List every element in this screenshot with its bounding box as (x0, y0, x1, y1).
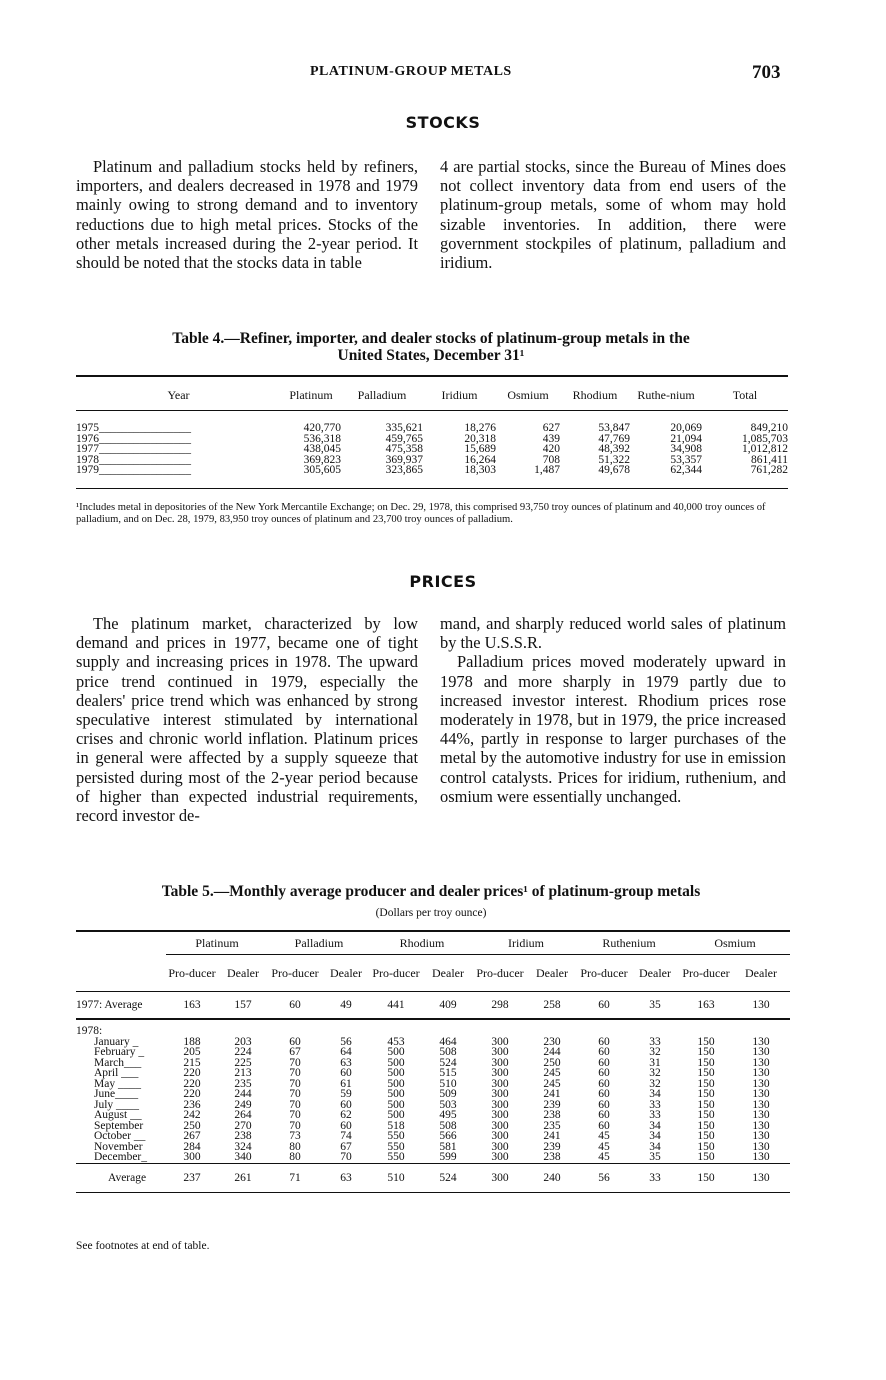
table5-sub-dealer: Dealer (422, 955, 474, 992)
table5-title: Table 5.—Monthly average producer and dealer prices¹ of platinum-group metals (161, 883, 701, 900)
table-row: August __ 242 264 70 62 500 495 300 238 60 33 150 130 (94, 1109, 770, 1121)
table-row: June____ 220 244 70 59 500 509 300 241 60 34 150 130 (94, 1088, 770, 1100)
table5-group-ruthenium: Ruthenium (578, 932, 680, 955)
table4-top-rule (76, 375, 788, 377)
table5-row-1978-average: Average 237 261 71 63 510 524 300 240 56 33 150 130 (76, 1163, 790, 1192)
table5-sub-producer: Pro-ducer (268, 955, 322, 992)
prices-right-column (440, 614, 786, 806)
table-row: November 284 324 80 67 550 581 300 239 45 34 150 130 (94, 1140, 770, 1153)
prices-left-column (76, 614, 418, 825)
table5-sub-producer: Pro-ducer (578, 955, 630, 992)
table4-col-total: Total (702, 380, 788, 411)
table5-sub-dealer: Dealer (322, 955, 370, 992)
table4-title-line1: Table 4.—Refiner, importer, and dealer stocks of platinum-group metals in the (172, 330, 690, 347)
table4-col-palladium: Palladium (341, 380, 423, 411)
table-row: March___ 215 225 70 63 500 524 300 250 60 31 150 130 (94, 1056, 770, 1069)
stocks-right-column (440, 157, 786, 272)
table4-title (76, 330, 786, 364)
running-title: PLATINUM-GROUP METALS (310, 64, 512, 79)
table5-sub-dealer: Dealer (732, 955, 790, 992)
table5-group-rhodium: Rhodium (370, 932, 474, 955)
page-number: 703 (752, 62, 781, 83)
table-row: 1977________________ 438,045 475,358 15,689 420 48,392 34,908 1,012,812 (76, 443, 788, 455)
prices-paragraph-right-1: mand, and sharply reduced world sales of platinum by the U.S.S.R. (440, 614, 786, 653)
table-row: 1978________________ 369,823 369,937 16,264 708 51,322 53,357 861,411 (76, 453, 788, 466)
stocks-paragraph-right: 4 are partial stocks, since the Bureau of Mines does not collect inventory data from end users of the platinum-group metals, some of whom may hold sizable inventories. In addition, there were government stockpiles of platinum, palladium and iridium. (440, 157, 786, 273)
table4-col-platinum: Platinum (281, 380, 341, 411)
table-row: April ___ 220 213 70 60 500 515 300 245 60 32 150 130 (94, 1067, 770, 1079)
table-row: 1979________________ 305,605 323,865 18,303 1,487 49,678 62,344 761,282 (76, 464, 788, 476)
table5-see-footnotes: See footnotes at end of table. (76, 1240, 210, 1252)
table-row: October __ 267 238 73 74 550 566 300 241 45 34 150 130 (94, 1130, 770, 1142)
table-row: 1976________________ 536,318 459,765 20,318 439 47,769 21,094 1,085,703 (76, 432, 788, 445)
table5-group-row (76, 932, 790, 955)
table4-col-ruthenium: Ruthe-nium (630, 380, 702, 411)
table-row: January _ 188 203 60 56 453 464 300 230 60 33 150 130 (94, 1035, 770, 1048)
table5-group-iridium: Iridium (474, 932, 578, 955)
table-row: July ____ 236 249 70 60 500 503 300 239 60 33 150 130 (94, 1098, 770, 1111)
table5 (76, 932, 790, 1193)
table5-group-platinum: Platinum (166, 932, 268, 955)
table-row: 1975________________ 420,770 335,621 18,276 627 53,847 20,069 849,210 (76, 422, 788, 434)
table5-sub-producer: Pro-ducer (370, 955, 422, 992)
table5-group-palladium: Palladium (268, 932, 370, 955)
stocks-heading: STOCKS (405, 113, 481, 132)
table-row: September 250 270 70 60 518 508 300 235 60 34 150 130 (94, 1119, 770, 1132)
table4-header-row (76, 380, 788, 411)
table-row: February _ 205 224 67 64 500 508 300 244 60 32 150 130 (94, 1046, 770, 1058)
prices-paragraph-right-2: Palladium prices moved moderately upward in 1978 and more sharply in 1979 partly due to increased investor interest. Rhodium prices rose moderately in 1978, but in 1979, the price increased 44%, partly in response to larger purchases of the metal by the automotive industry for use in emission control catalysts. Prices for iridium, ruthenium, and osmium were essentially unchanged. (440, 652, 786, 806)
table4-footnote: ¹Includes metal in depositories of the New York Mercantile Exchange; on Dec. 29, 1978, this comprised 93,750 troy ounces of platinum and 40,000 troy ounces of palladium, and on Dec. 28, 1979, 83,950 troy ounces of platinum and 23,700 troy ounces of palladium. (76, 502, 766, 525)
running-head (0, 62, 886, 86)
prices-paragraph-left: The platinum market, characterized by low demand and prices in 1977, became one of tight supply and increasing prices in 1978. The upward price trend continued in 1979, especially the dealers' price trend which was enhanced by strong speculative interest stimulated by international crises and chronic world inflation. Platinum prices in general were affected by a supply squeeze that persisted during most of the 2-year period because of higher than expected industrial requirements, record investor de- (76, 614, 418, 826)
table4-col-rhodium: Rhodium (560, 380, 630, 411)
table-row: May ____ 220 235 70 61 500 510 300 245 60 32 150 130 (94, 1077, 770, 1090)
table5-sub-producer: Pro-ducer (474, 955, 526, 992)
table5-subheader-row (76, 955, 790, 992)
table5-sub-dealer: Dealer (526, 955, 578, 992)
table5-row-1977-average: 1977: Average 163 157 60 49 441 409 298 258 60 35 163 130 (76, 992, 790, 1020)
table5-sub-dealer: Dealer (218, 955, 268, 992)
table5-subtitle: (Dollars per troy ounce) (375, 907, 487, 919)
table-row: December_ 300 340 80 70 550 599 300 238 45 35 150 130 (94, 1151, 770, 1163)
table5-row-1978-label: 1978: (76, 1025, 103, 1037)
table4-col-iridium: Iridium (423, 380, 496, 411)
table5-group-osmium: Osmium (680, 932, 790, 955)
table5-sub-dealer: Dealer (630, 955, 680, 992)
table4 (76, 380, 788, 476)
stocks-paragraph-left: Platinum and palladium stocks held by refiners, importers, and dealers decreased in 1978 and 1979 mainly owing to strong demand and to inventory reductions due to high metal prices. Stocks of the other metals increased during the 2-year period. It should be noted that the stocks data in table (76, 157, 418, 273)
table5-sub-producer: Pro-ducer (166, 955, 218, 992)
table4-col-year: Year (76, 380, 281, 411)
table4-title-line2: United States, December 31¹ (337, 347, 525, 364)
prices-heading: PRICES (409, 572, 477, 591)
table5-sub-producer: Pro-ducer (680, 955, 732, 992)
table4-col-osmium: Osmium (496, 380, 560, 411)
table4-bottom-rule (76, 488, 788, 489)
stocks-left-column (76, 157, 418, 272)
